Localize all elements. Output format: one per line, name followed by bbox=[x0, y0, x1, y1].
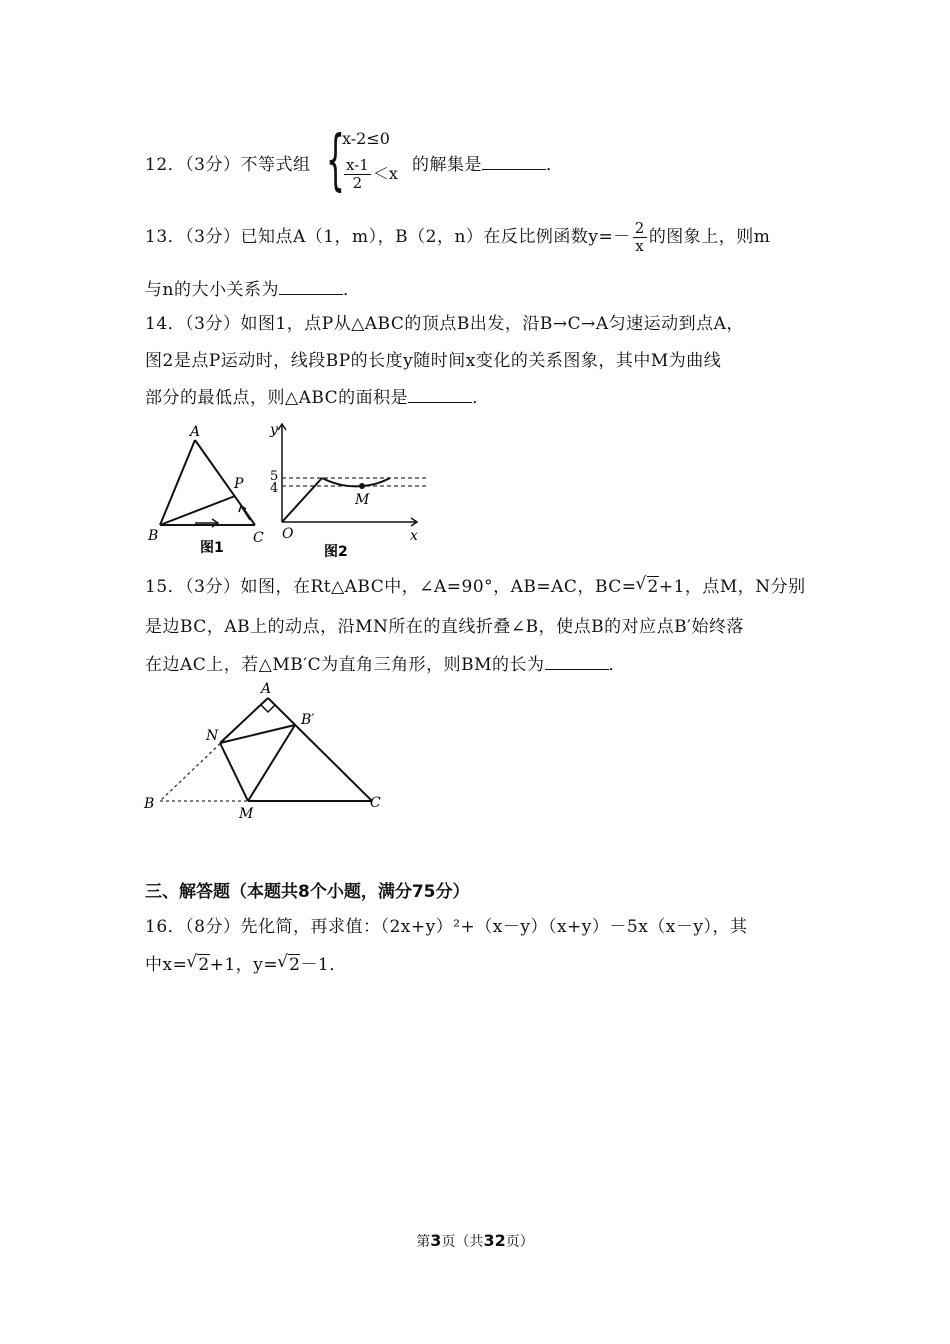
question-13: 13．（3分）已知点A（1，m），B（2，n）在反比例函数y=－ $\frac{2}{x}$ 的图象上，则m bbox=[145, 219, 771, 255]
inequality-2: $\frac{x-1}{2}$ ＜x bbox=[346, 156, 398, 192]
label-c: C bbox=[253, 530, 264, 546]
page-number: 3 bbox=[430, 1231, 442, 1250]
segment-bp bbox=[160, 496, 235, 525]
segment-nbp bbox=[220, 725, 295, 743]
question-15-line2: 是边BC，AB上的动点，沿MN所在的直线折叠∠B，使点B的对应点B′始终落 bbox=[145, 617, 744, 637]
question-14-line2: 图2是点P运动时，线段BP的长度y随时间x变化的关系图象，其中M为曲线 bbox=[145, 351, 722, 371]
section-heading: 三、解答题（本题共8个小题，满分75分） bbox=[145, 882, 470, 902]
answer-blank bbox=[279, 280, 343, 295]
caption-fig1: 图1 bbox=[200, 540, 224, 556]
inequality-1: x-2≤0 bbox=[342, 129, 390, 148]
question-16-line2: 中x=√ 2+1，y=√ 2－1． bbox=[145, 950, 347, 975]
question-16-line1: 16．（8分）先化简，再求值：（2x+y）²+（x－y）（x+y）－5x（x－y），其 bbox=[145, 917, 748, 937]
question-14-line1: 14．（3分）如图1，点P从△ABC的顶点B出发，沿B→C→A匀速运动到点A， bbox=[145, 314, 744, 334]
edge-ac bbox=[195, 440, 255, 525]
segment-nm bbox=[220, 743, 248, 801]
sqrt: √ 2 bbox=[647, 576, 659, 597]
q12-tail: 的解集是 ． bbox=[412, 155, 564, 175]
linear-segment bbox=[282, 478, 322, 522]
question-13-line2: 与n的大小关系为 ． bbox=[145, 280, 361, 300]
label-b: B bbox=[148, 528, 159, 544]
total-pages: 32 bbox=[483, 1231, 506, 1250]
sqrt: √ 2 bbox=[288, 954, 300, 975]
fraction: $\frac{2}{x}$ bbox=[634, 219, 645, 255]
figure-15-fold bbox=[140, 676, 400, 826]
fraction: $\frac{x-1}{2}$ bbox=[346, 156, 369, 192]
caption-fig2: 图2 bbox=[324, 544, 348, 560]
segment-ac bbox=[268, 698, 372, 801]
label-b: B bbox=[144, 796, 155, 812]
label-origin: O bbox=[282, 526, 294, 542]
page-footer: 第3页（共32页） bbox=[416, 1231, 534, 1250]
answer-blank bbox=[482, 155, 546, 170]
answer-blank bbox=[408, 388, 472, 403]
label-m: M bbox=[239, 806, 254, 822]
label-a: A bbox=[261, 681, 272, 697]
label-x: x bbox=[410, 528, 418, 544]
sqrt: √ 2 bbox=[197, 954, 209, 975]
question-15-line3: 在边AC上，若△MB′C为直角三角形，则BM的长为 ． bbox=[145, 655, 627, 675]
label-5: 5 bbox=[270, 469, 279, 484]
segment-mbp bbox=[248, 725, 295, 801]
label-y: y bbox=[270, 422, 278, 438]
curve-segment bbox=[322, 478, 390, 486]
question-14-line3: 部分的最低点，则△ABC的面积是 ． bbox=[145, 388, 490, 408]
figure-2-graph bbox=[262, 416, 432, 564]
label-c: C bbox=[370, 795, 381, 811]
question-12 bbox=[145, 150, 310, 175]
q12-prefix: 12．（3分）不等式组 bbox=[145, 155, 311, 175]
right-angle-mark-icon bbox=[261, 705, 275, 712]
label-b-prime: B′ bbox=[301, 712, 315, 728]
answer-blank bbox=[545, 655, 609, 670]
label-m: M bbox=[355, 492, 370, 508]
left-brace-icon: { bbox=[326, 121, 345, 198]
point-m bbox=[359, 483, 365, 489]
label-a: A bbox=[190, 424, 201, 440]
figure-1-triangle bbox=[140, 420, 280, 560]
question-15-line1: 15．（3分）如图，在Rt△ABC中，∠A=90°，AB=AC，BC=√ 2+1，点M，N分别 bbox=[145, 572, 806, 597]
label-p: P bbox=[234, 476, 244, 492]
label-n: N bbox=[206, 728, 219, 744]
label-4: 4 bbox=[270, 481, 279, 496]
edge-ab bbox=[160, 440, 195, 525]
